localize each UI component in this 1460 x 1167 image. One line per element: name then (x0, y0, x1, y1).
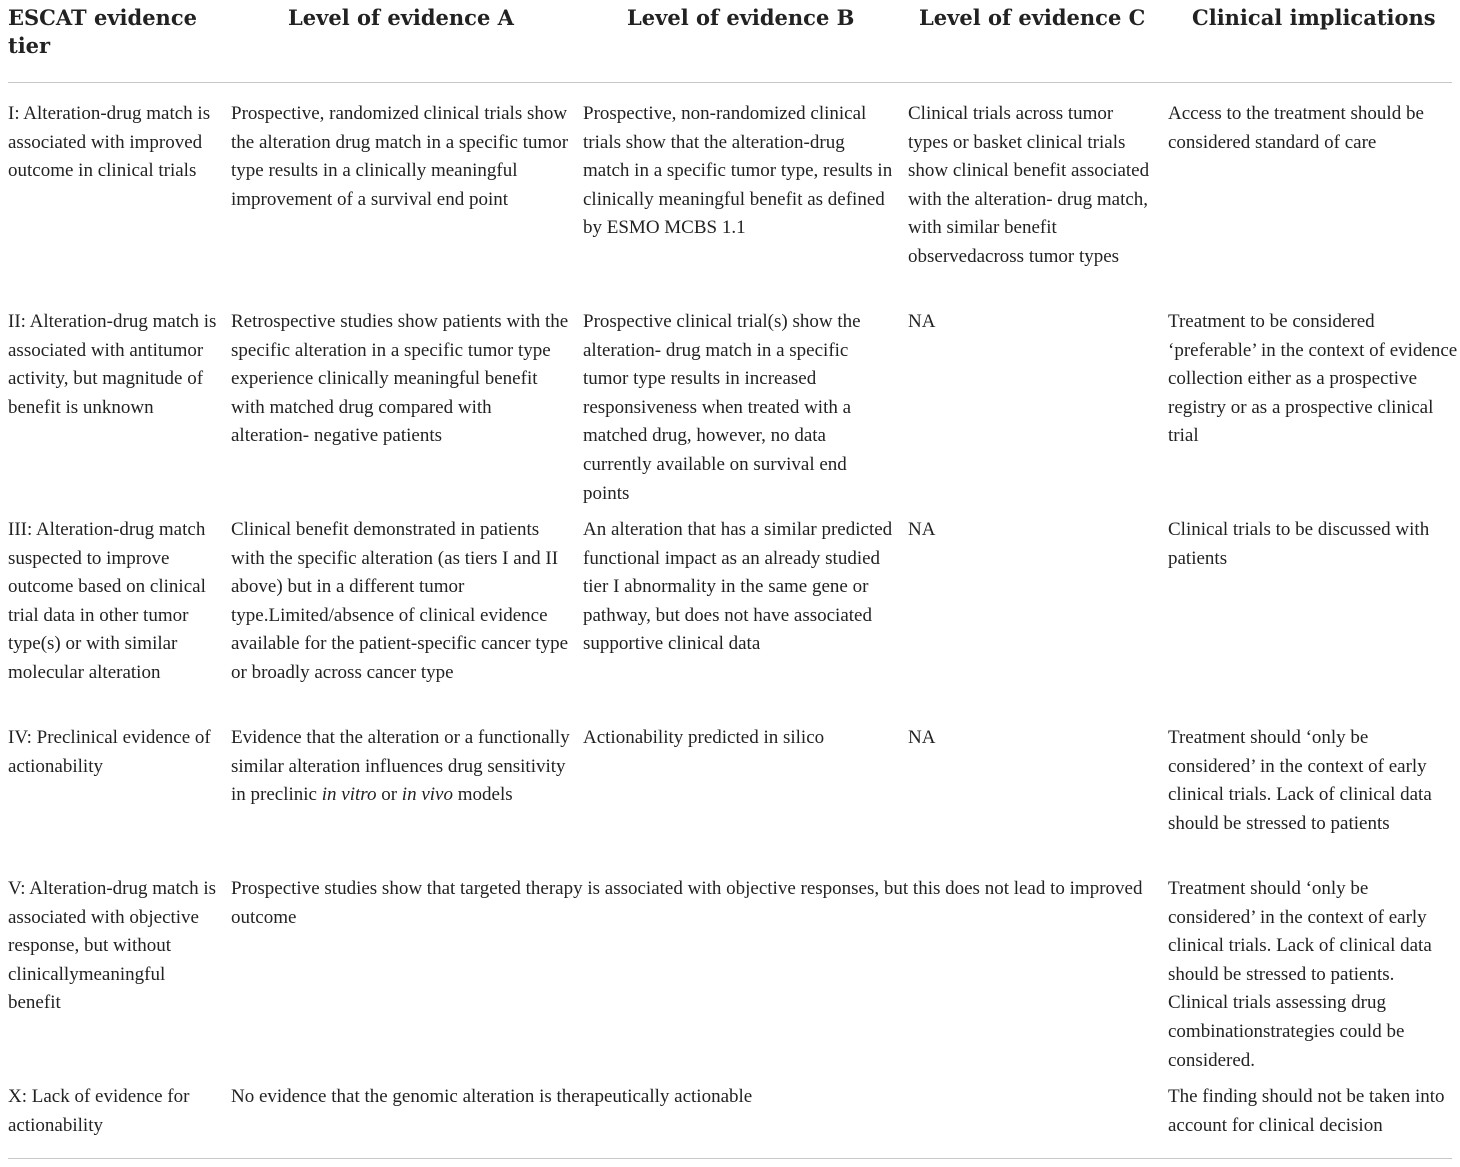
evidence-abc-cell: No evidence that the genomic alteration is therapeutically actionable (231, 1086, 753, 1107)
footer-divider (8, 1158, 1452, 1159)
header-level-c: Level of evidence C (919, 5, 1146, 30)
tier-cell: X: Lack of evidence for actionability (8, 1086, 190, 1136)
header-clinical-implications: Clinical implications (1192, 5, 1436, 30)
evidence-b-cell: Prospective clinical trial(s) show the alteration- drug match in a specific tumor type results in increased responsiveness when treated with a matched drug, however, no data currently available on survival end points (583, 311, 861, 504)
models-text: models (457, 784, 513, 806)
implications-cell: Treatment should ‘only be considered’ in the context of early clinical trials. Lack of clinical data should be stressed to patients (1168, 727, 1432, 834)
implications-cell: Treatment to be considered ‘preferable’ in the context of evidence collection either as a prospective registry or as a prospective clinical trial (1168, 311, 1458, 447)
evidence-c-cell: NA (908, 519, 936, 540)
tier-cell: V: Alteration-drug match is associated with objective response, but without clinicallymeaningful benefit (8, 878, 217, 1014)
header-level-a: Level of evidence A (288, 5, 514, 30)
evidence-abc-cell: Prospective studies show that targeted therapy is associated with objective responses, but this does not lead to improved outcome (231, 878, 1143, 928)
tier-cell: III: Alteration-drug match suspected to improve outcome based on clinical trial data in other tumor type(s) or with similar molecular alteration (8, 519, 206, 683)
header-level-b: Level of evidence B (627, 5, 855, 30)
table-header (0, 0, 1460, 84)
implications-cell: Clinical trials to be discussed with patients (1168, 519, 1430, 569)
evidence-a-cell (231, 724, 571, 810)
evidence-b-cell: Prospective, non-randomized clinical trials show that the alteration-drug match in a specific tumor type, results in clinically meaningful benefit as defined by ESMO MCBS 1.1 (583, 103, 893, 239)
evidence-a-cell: Prospective, randomized clinical trials show the alteration drug match in a specific tumor type results in a clinically meaningful improvement of a survival end point (231, 103, 569, 210)
tier-cell: II: Alteration-drug match is associated with antitumor activity, but magnitude of benefit is unknown (8, 311, 217, 418)
evidence-a-cell: Clinical benefit demonstrated in patients with the specific alteration (as tiers I and II above) but in a different tumor type.Limited/absence of clinical evidence available for the patient-specific cancer type or broadly across cancer type (231, 519, 569, 683)
implications-cell: Treatment should ‘only be considered’ in the context of early clinical trials. Lack of clinical data should be stressed to patients. Clinical trials assessing drug combinationstrategies could be considered. (1168, 878, 1432, 1071)
evidence-c-cell: NA (908, 727, 936, 748)
evidence-b-cell: An alteration that has a similar predicted functional impact as an already studied tier I abnormality in the same gene or pathway, but does not have associated supportive clinical data (583, 519, 893, 655)
evidence-c-cell: Clinical trials across tumor types or basket clinical trials show clinical benefit associated with the alteration- drug match, with similar benefit observedacross tumor types (908, 103, 1150, 267)
implications-cell: Access to the treatment should be considered standard of care (1168, 103, 1424, 153)
in-vitro-text: in vitro (321, 784, 377, 806)
header-divider (8, 82, 1452, 83)
evidence-a-text: Evidence that the alteration or a functionally similar alteration influences drug sensitivity in preclinic (231, 727, 570, 806)
evidence-c-cell: NA (908, 311, 936, 332)
tier-cell: IV: Preclinical evidence of actionability (8, 727, 211, 777)
in-vivo-text: in vivo (401, 784, 453, 806)
tier-cell: I: Alteration-drug match is associated with improved outcome in clinical trials (8, 103, 211, 182)
or-text: or (381, 784, 398, 806)
evidence-a-cell: Retrospective studies show patients with the specific alteration in a specific tumor type experience clinically meaningful benefit with matched drug compared with alteration- negative patients (231, 311, 569, 447)
implications-cell: The finding should not be taken into account for clinical decision (1168, 1086, 1445, 1136)
evidence-b-cell: Actionability predicted in silico (583, 727, 825, 748)
header-escat-tier: ESCAT evidence tier (8, 5, 197, 58)
